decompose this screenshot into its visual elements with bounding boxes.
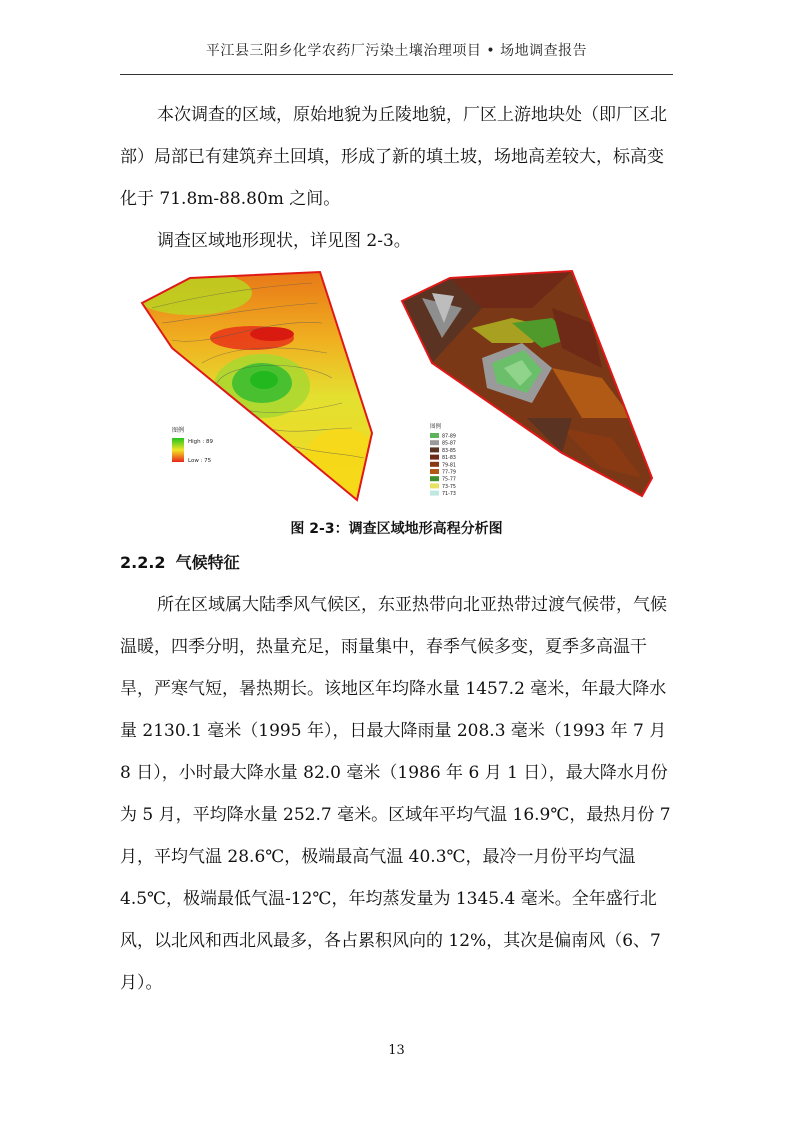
right-legend-label: 87-89 <box>442 434 456 440</box>
left-legend-high-label: High : 89 <box>188 439 213 445</box>
right-legend-label: 85-87 <box>442 441 456 447</box>
section-number: 2.2.2 <box>120 553 166 572</box>
right-legend-label: 77-79 <box>442 470 456 476</box>
intro-paragraph: 本次调查的区域，原始地貌为丘陵地貌，厂区上游地块处（即厂区北部）局部已有建筑弃土回填，形成了新的填土坡，场地高差较大，标高变化于 71.8m-88.80m 之间。 <box>120 105 667 209</box>
left-elevation-map <box>132 271 382 508</box>
header-divider <box>120 74 673 75</box>
right-legend-swatch <box>430 433 439 438</box>
right-elevation-map <box>402 271 652 497</box>
climate-paragraph: 所在区域属大陆季风气候区，东亚热带向北亚热带过渡气候带，气候温暖，四季分明，热量充足，雨量集中，春季气候多变，夏季多高温干旱，严寒气短，暑热期长。该地区年均降水量 1457.2 毫米，年最大降水量 2130.1 毫米（1995 年），日最大降雨量 208.3 毫米（1993 年 7 月 8 日），小时最大降水量 82.0 毫米（1986 年 6 月 1 日），最大降水月份为 5 月，平均降水量 252.7 毫米。区域年平均气温 16.9℃，最热月份 7 月，平均气温 28.6℃，极端最高气温 40.3℃，最冷一月份平均气温 4.5℃，极端最低气温-12℃，年均蒸发量为 1345.4 毫米。全年盛行北风，以北风和西北风最多，各占累积风向的 12%，其次是偏南风（6、7 月）。 <box>120 595 671 993</box>
section-heading <box>120 550 240 573</box>
right-legend-label: 75-77 <box>442 477 456 483</box>
terrain-elevation-figure <box>132 268 662 513</box>
left-legend-low-label: Low : 75 <box>188 458 212 464</box>
right-legend-swatch <box>430 476 439 481</box>
right-legend-swatch <box>430 447 439 452</box>
right-legend-title: 图例 <box>430 424 442 430</box>
right-legend-swatch <box>430 462 439 467</box>
running-header: 平江县三阳乡化学农药厂污染土壤治理项目 • 场地调查报告 <box>205 43 588 59</box>
figure-caption: 图 2-3：调查区域地形高程分析图 <box>290 521 503 537</box>
right-legend-label: 73-75 <box>442 484 456 490</box>
left-legend-color-ramp <box>172 438 184 462</box>
left-legend-title: 图例 <box>172 427 185 434</box>
right-legend-label: 81-83 <box>442 456 456 462</box>
right-legend-swatch <box>430 469 439 474</box>
right-legend-swatch <box>430 491 439 496</box>
page-number: 13 <box>388 1043 405 1058</box>
section-title: 气候特征 <box>175 553 240 572</box>
right-legend-label: 79-81 <box>442 463 456 469</box>
right-legend-swatch <box>430 440 439 445</box>
right-legend-swatch <box>430 455 439 460</box>
right-legend-label: 83-85 <box>442 448 456 454</box>
right-legend-label: 71-73 <box>442 492 456 498</box>
right-legend-swatch <box>430 483 439 488</box>
figure-reference-paragraph: 调查区域地形现状，详见图 2-3。 <box>157 231 411 251</box>
right-legend <box>430 433 456 497</box>
